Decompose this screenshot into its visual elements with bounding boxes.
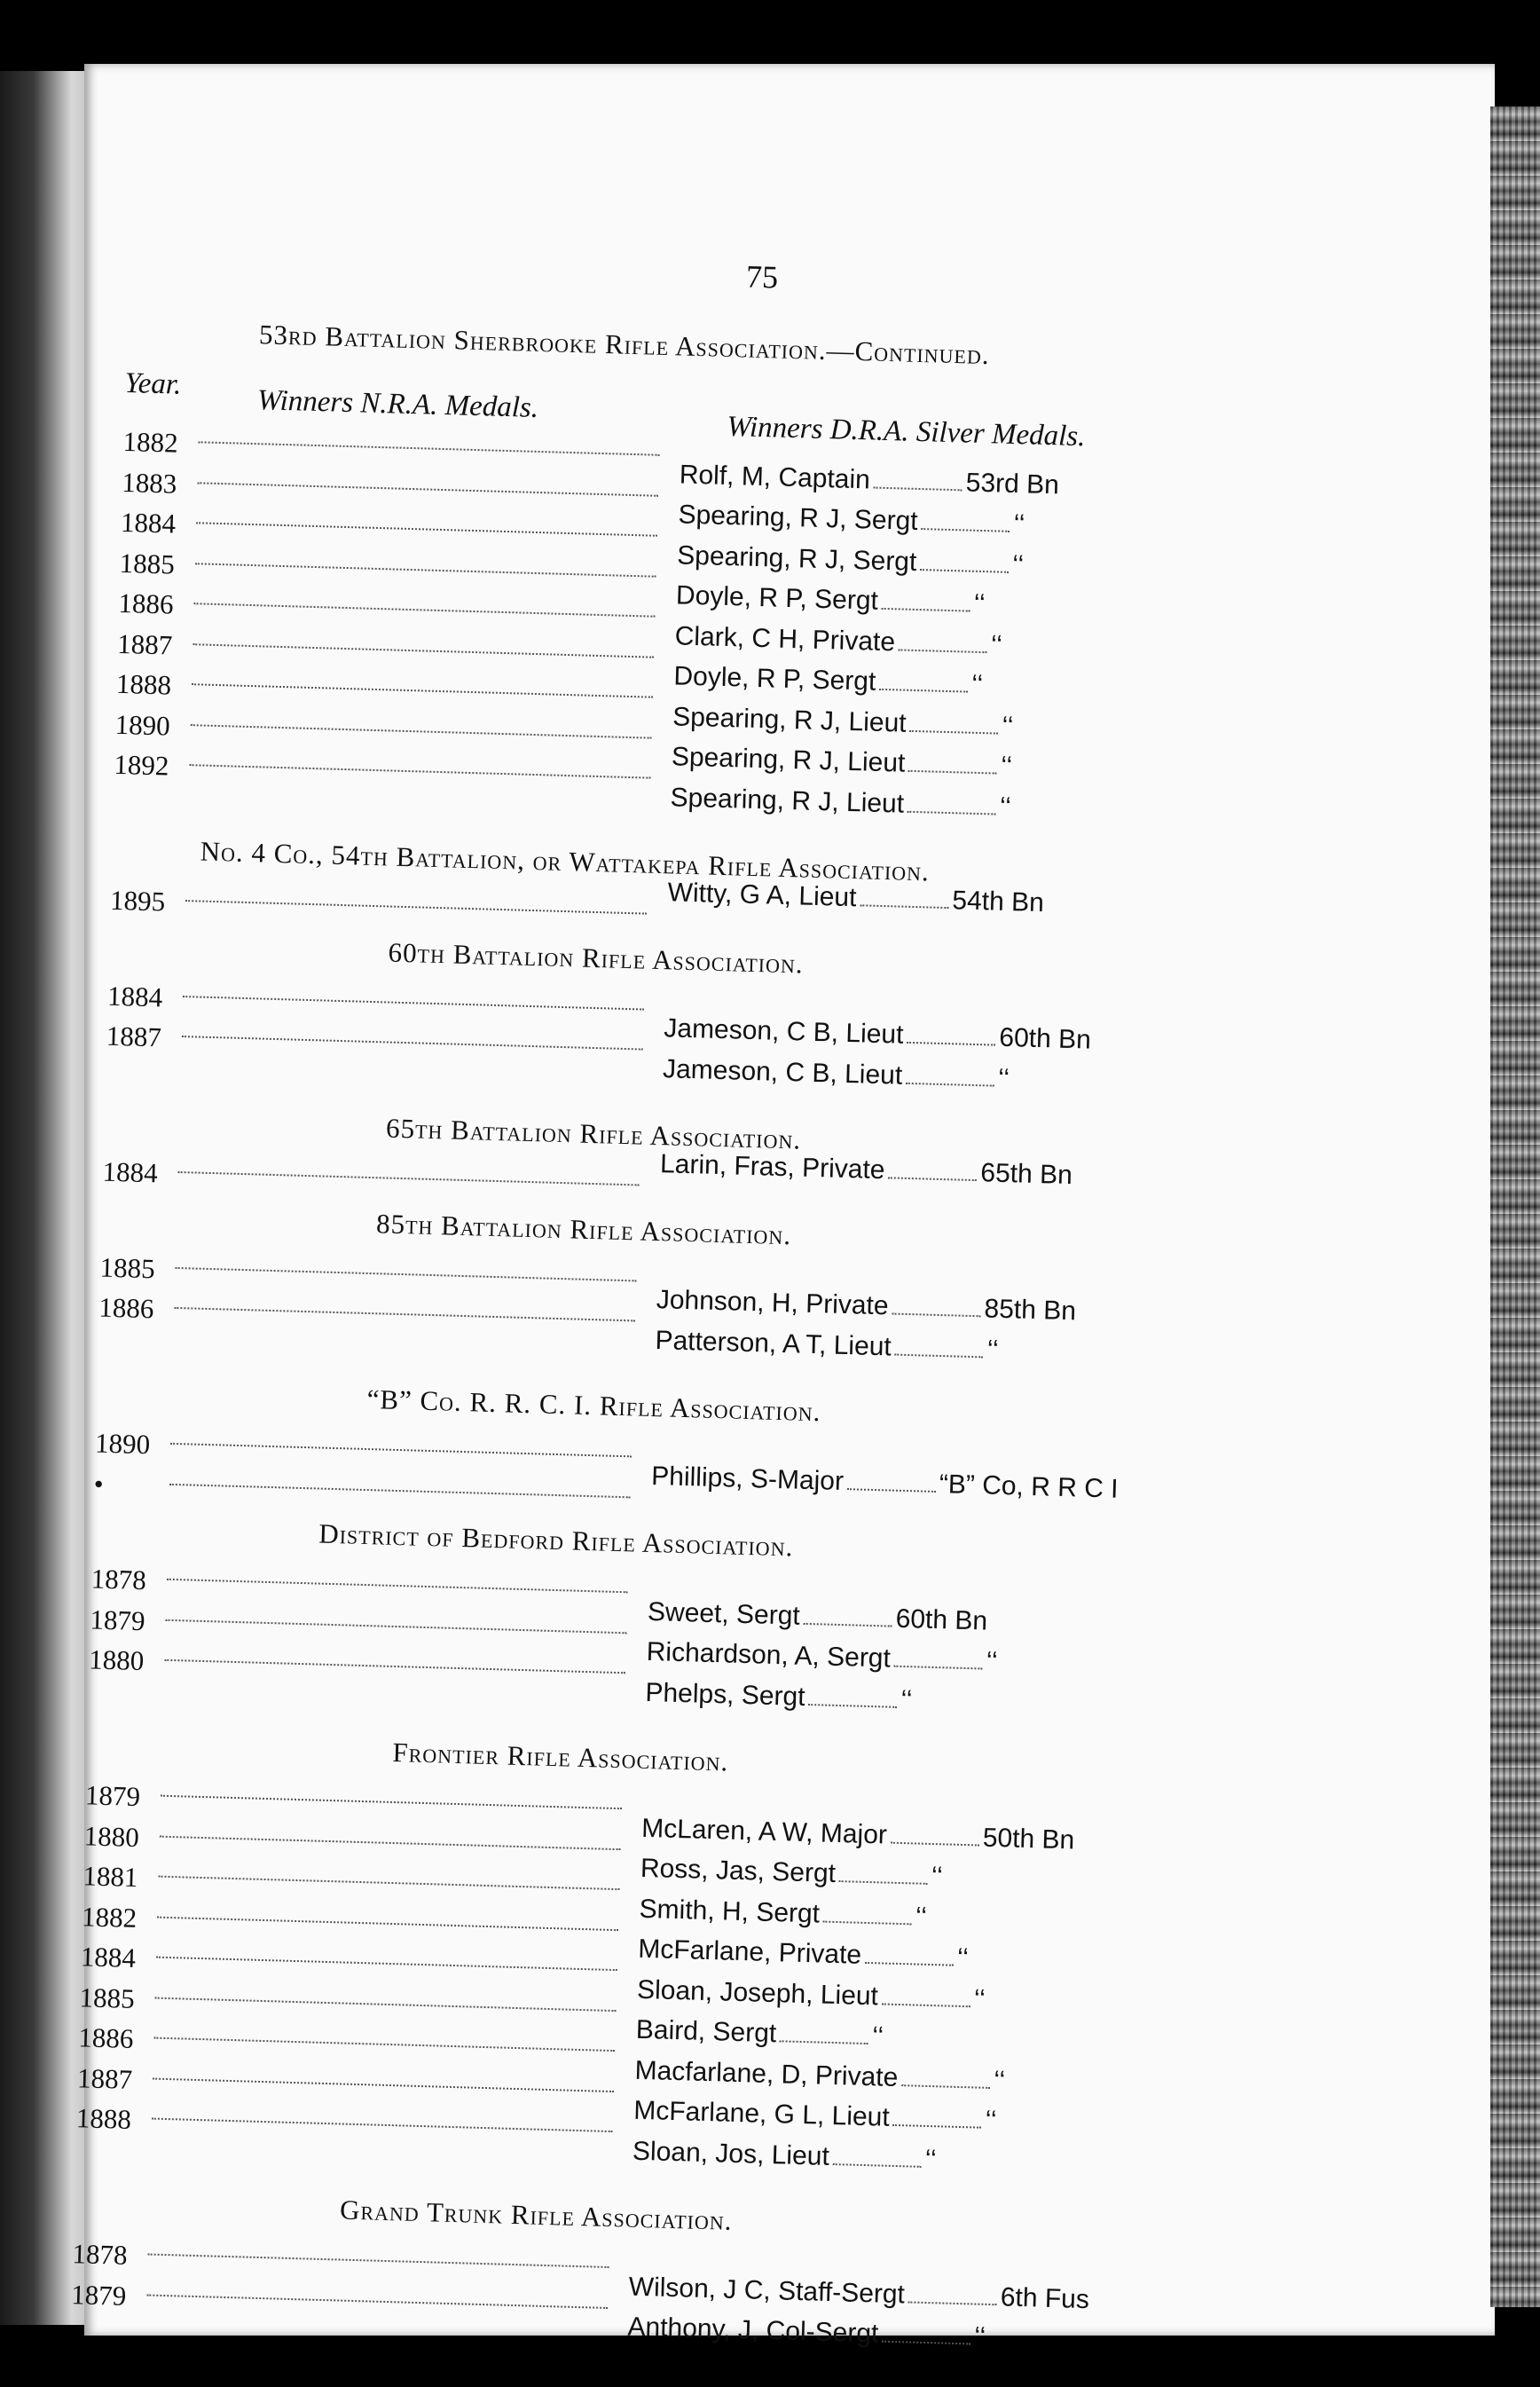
dra-winner-unit: 65th Bn (979, 1158, 1073, 1191)
dra-winner-name: Witty, G A, Lieut (667, 878, 857, 913)
dra-winner-unit: ‘‘ (973, 1983, 986, 2014)
dra-winner-unit: ‘‘ (997, 1063, 1010, 1093)
dra-dot-leader (879, 689, 968, 693)
entry-year: 1879 (84, 1779, 141, 1813)
nra-dot-leader (169, 1483, 631, 1498)
dra-dot-leader (780, 2040, 868, 2044)
dra-winner-name: Spearing, R J, Sergt (676, 540, 917, 577)
nra-dot-leader (146, 2294, 608, 2309)
nra-dot-leader (199, 441, 660, 456)
entry-year: • (93, 1467, 105, 1500)
dra-dot-leader (907, 1042, 995, 1046)
dra-winner (670, 777, 1011, 827)
dra-dot-leader (908, 2301, 997, 2305)
dra-winner-unit: 6th Fus (1000, 2281, 1090, 2314)
entry-year: 1888 (115, 667, 172, 701)
dra-dot-leader (823, 1920, 912, 1925)
entry-year: 1884 (102, 1155, 159, 1189)
nra-dot-leader (148, 2253, 609, 2268)
entry-year: 1885 (99, 1251, 156, 1284)
nra-dot-leader (157, 1916, 618, 1931)
nra-dot-leader (183, 996, 644, 1011)
column-header-nra: Winners N.R.A. Medals. (256, 384, 539, 424)
dra-winner-unit: 85th Bn (984, 1294, 1077, 1327)
section-heading: Frontier Rifle Association. (392, 1736, 729, 1777)
nra-dot-leader (194, 603, 656, 618)
nra-dot-leader (158, 1876, 619, 1891)
dra-winner (663, 1049, 1010, 1099)
entry-year: 1878 (72, 2238, 129, 2271)
dra-winner-name: Phillips, S-Major (650, 1461, 845, 1496)
marbled-page-edges (1490, 106, 1540, 2307)
entry-year: 1883 (121, 466, 177, 500)
dra-dot-leader (874, 486, 962, 491)
section-heading: Grand Trunk Rifle Association. (339, 2194, 734, 2236)
dra-winner-name: Spearing, R J, Sergt (678, 500, 919, 536)
entry-year: 1885 (79, 1981, 136, 2014)
dra-winner-name: Jameson, C B, Lieut (663, 1013, 904, 1050)
dra-winner-unit: ‘‘ (986, 1646, 999, 1676)
nra-dot-leader (189, 764, 650, 779)
nra-dot-leader (192, 683, 653, 698)
dra-winner-name: Richardson, A, Sergt (646, 1636, 892, 1674)
dra-winner-unit: 53rd Bn (965, 467, 1060, 500)
dra-winner-name: Clark, C H, Private (674, 620, 896, 657)
dra-winner-unit: ‘‘ (1000, 751, 1013, 782)
dra-winner-name: Sloan, Jos, Lieut (632, 2136, 830, 2171)
dra-winner-name: Spearing, R J, Lieut (670, 782, 905, 819)
entry-year: 1882 (81, 1900, 138, 1934)
dra-dot-leader (908, 770, 997, 775)
dra-dot-leader (895, 1353, 984, 1358)
dra-winner-unit: 50th Bn (982, 1823, 1075, 1855)
dra-winner-unit: ‘‘ (871, 2021, 884, 2052)
dra-winner-name: Larin, Fras, Private (659, 1149, 885, 1186)
dra-winner-name: Doyle, R P, Sergt (673, 661, 876, 697)
nra-dot-leader (174, 1307, 635, 1322)
dra-dot-leader (847, 1488, 936, 1493)
dra-dot-leader (891, 1841, 979, 1846)
entry-year: 1885 (119, 547, 176, 580)
nra-dot-leader (196, 522, 657, 537)
dra-winner-unit: ‘‘ (973, 2321, 986, 2352)
nra-dot-leader (166, 1619, 627, 1634)
dra-winner-unit: ‘‘ (990, 629, 1003, 660)
section-heading: 85th Battalion Rifle Association. (375, 1207, 792, 1250)
dra-dot-leader (882, 2003, 970, 2007)
dra-winner-name: McFarlane, Private (637, 1934, 862, 1970)
dra-dot-leader (860, 904, 948, 909)
dra-winner-name: Smith, H, Sergt (639, 1894, 821, 1928)
dra-winner-unit: ‘‘ (999, 792, 1012, 822)
nra-dot-leader (155, 1997, 617, 2012)
nra-dot-leader (153, 2077, 614, 2092)
nra-dot-leader (182, 1036, 643, 1051)
dra-winner-unit: ‘‘ (956, 1942, 970, 1973)
dra-winner-name: Ross, Jas, Sergt (640, 1853, 837, 1888)
dra-winner-unit: ‘‘ (1013, 508, 1025, 540)
entry-year: 1878 (90, 1563, 147, 1596)
dra-winner-unit: ‘‘ (931, 1861, 944, 1892)
facing-page-edge (0, 71, 84, 2325)
dra-dot-leader (894, 1666, 983, 1670)
entry-year: 1892 (113, 748, 169, 782)
nra-dot-leader (152, 2118, 613, 2133)
dra-winner-name: Spearing, R J, Lieut (672, 701, 908, 738)
dra-winner-name: Jameson, C B, Lieut (662, 1053, 903, 1091)
page-number: 75 (745, 258, 779, 295)
entry-year: 1879 (70, 2278, 127, 2312)
entry-year: 1888 (75, 2102, 132, 2135)
dra-winner (632, 2131, 937, 2179)
entry-year: 1884 (80, 1941, 137, 1973)
dra-winner-unit: 54th Bn (951, 886, 1045, 918)
entry-year: 1879 (90, 1603, 146, 1636)
entry-year: 1886 (98, 1291, 154, 1325)
section-heading: 60th Battalion Rifle Association. (388, 935, 805, 980)
dra-winner-unit: ‘‘ (915, 1902, 928, 1932)
column-header-dra: Winners D.R.A. Silver Medals. (726, 410, 1086, 453)
nra-dot-leader (192, 643, 654, 658)
dra-winner-unit: ‘‘ (1002, 711, 1014, 741)
dra-dot-leader (892, 1312, 980, 1317)
dra-winner-name: McFarlane, G L, Lieut (632, 2095, 891, 2132)
dra-dot-leader (909, 729, 998, 734)
dra-dot-leader (908, 810, 996, 815)
section-heading: “B” Co. R. R. C. I. Rifle Association. (366, 1383, 821, 1428)
section-heading: District of Bedford Rifle Association. (318, 1517, 794, 1563)
dra-winner (645, 1672, 913, 1719)
dra-winner-unit: ‘‘ (985, 2105, 997, 2136)
dra-dot-leader (899, 649, 987, 653)
dra-winner-unit: ‘‘ (900, 1684, 913, 1714)
entry-year: 1887 (76, 2061, 133, 2095)
dra-winner-name: Sweet, Sergt (647, 1596, 801, 1631)
dra-winner-name: Anthony, J, Col-Sergt (627, 2312, 879, 2349)
dra-dot-leader (882, 2341, 970, 2345)
dra-winner-unit: 60th Bn (998, 1022, 1092, 1055)
entry-year: 1882 (122, 425, 179, 459)
dra-winner (635, 2010, 884, 2057)
dra-dot-leader (921, 528, 1010, 532)
nra-dot-leader (170, 1443, 632, 1458)
entry-year: 1884 (106, 980, 163, 1012)
nra-dot-leader (160, 1835, 621, 1850)
nra-dot-leader (164, 1659, 625, 1674)
nra-dot-leader (176, 1266, 637, 1281)
dra-dot-leader (865, 1962, 954, 1966)
entry-year: 1887 (116, 627, 173, 661)
dra-winner-unit: ‘‘ (1011, 549, 1025, 579)
dra-winner-unit: ‘‘ (970, 669, 984, 700)
dra-winner-name: Doyle, R P, Sergt (675, 580, 879, 616)
dra-winner-name: Phelps, Sergt (645, 1677, 806, 1712)
dra-winner-unit: ‘‘ (986, 1335, 1000, 1365)
dra-winner-name: McLaren, A W, Major (640, 1813, 888, 1850)
dra-winner-unit: ‘‘ (924, 2144, 938, 2174)
section-heading: 53rd Battalion Sherbrooke Rifle Association.—Continued. (258, 319, 991, 371)
entry-year: 1880 (88, 1643, 145, 1677)
dra-dot-leader (803, 1622, 892, 1627)
dra-winner-name: Wilson, J C, Staff-Sergt (628, 2272, 906, 2309)
dra-dot-leader (833, 2163, 922, 2168)
dra-winner-unit: ‘‘ (993, 2065, 1006, 2095)
dra-winner-name: Rolf, M, Captain (679, 459, 871, 494)
dra-winner-name: Macfarlane, D, Private (634, 2055, 899, 2092)
nra-dot-leader (167, 1579, 628, 1594)
nra-dot-leader (195, 563, 656, 578)
nra-dot-leader (197, 482, 658, 497)
nra-dot-leader (161, 1795, 622, 1810)
dra-winner-unit: 60th Bn (895, 1603, 988, 1636)
nra-dot-leader (156, 1957, 617, 1972)
dra-winner-name: Spearing, R J, Lieut (671, 742, 906, 778)
entry-year: 1884 (120, 506, 177, 540)
dra-winner-unit: ‘‘ (973, 588, 986, 619)
entry-year: 1880 (83, 1819, 140, 1853)
dra-winner-name: Johnson, H, Private (656, 1285, 890, 1321)
entry-year: 1886 (77, 2021, 134, 2054)
nra-dot-leader (191, 724, 652, 739)
dra-dot-leader (888, 1177, 977, 1181)
dra-dot-leader (920, 569, 1009, 573)
entry-year: 1890 (114, 708, 171, 742)
nra-dot-leader (185, 900, 647, 915)
entry-year: 1895 (109, 884, 166, 918)
dra-dot-leader (839, 1880, 928, 1885)
dra-winner (655, 1320, 999, 1370)
dra-winner-unit: “B” Co, R R C I (939, 1469, 1120, 1504)
dra-winner-name: Baird, Sergt (635, 2014, 777, 2049)
dra-dot-leader (882, 608, 970, 612)
dra-dot-leader (808, 1704, 897, 1708)
dra-winner-name: Sloan, Joseph, Lieut (636, 1974, 879, 2011)
section-heading: 65th Battalion Rifle Association. (385, 1112, 802, 1155)
entry-year: 1890 (94, 1427, 151, 1461)
column-header-year: Year. (123, 366, 182, 401)
section-heading: No. 4 Co., 54th Battalion, or Wattakepa Rifle Association. (200, 835, 931, 887)
dra-dot-leader (892, 2124, 981, 2129)
entry-year: 1881 (82, 1860, 138, 1894)
nra-dot-leader (178, 1171, 640, 1186)
entry-year: 1886 (118, 587, 175, 620)
dra-dot-leader (901, 2084, 990, 2089)
entry-year: 1887 (106, 1020, 162, 1053)
nra-dot-leader (153, 2037, 615, 2052)
dra-dot-leader (906, 1082, 994, 1086)
dra-winner-name: Patterson, A T, Lieut (655, 1325, 892, 1361)
